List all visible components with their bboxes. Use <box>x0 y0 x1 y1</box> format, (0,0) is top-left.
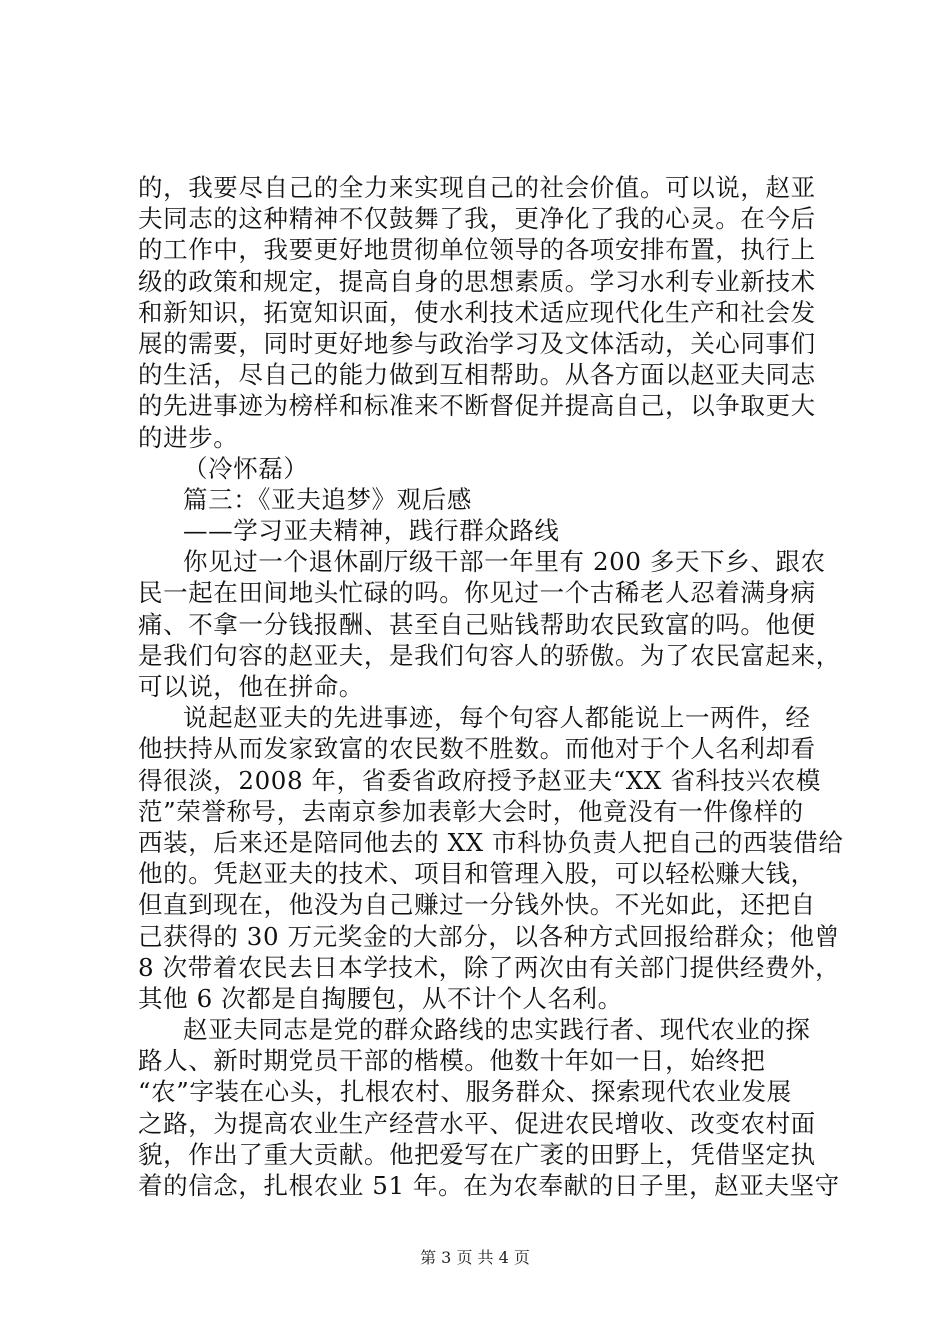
text-line: 他扶持从而发家致富的农民数不胜数。而他对于个人名利却看 <box>138 734 816 764</box>
section-heading: 篇三：《亚夫追梦》观后感 <box>183 484 472 514</box>
text-line: 但直到现在，他没为自己赚过一分钱外快。不光如此，还把自 <box>138 890 816 920</box>
text-line: 夫同志的这种精神不仅鼓舞了我，更净化了我的心灵。在今后 <box>138 204 816 234</box>
text-line: 你见过一个退休副厅级干部一年里有 200 多天下乡、跟农 <box>183 547 826 577</box>
text-line: 的生活，尽自己的能力做到互相帮助。从各方面以赵亚夫同志 <box>138 360 816 390</box>
section-subtitle: ——学习亚夫精神，践行群众路线 <box>183 516 560 546</box>
text-line: 之路，为提高农业生产经营水平、促进农民增收、改变农村面 <box>138 1108 816 1138</box>
text-line: 貌，作出了重大贡献。他把爱写在广袤的田野上，凭借坚定执 <box>138 1139 816 1169</box>
text-line: 8 次带着农民去日本学技术，除了两次由有关部门提供经费外， <box>138 952 841 982</box>
text-line: 的工作中，我要更好地贯彻单位领导的各项安排布置，执行上 <box>138 235 816 265</box>
text-line: 范”荣誉称号，去南京参加表彰大会时，他竟没有一件像样的 <box>138 796 804 826</box>
text-line: 和新知识，拓宽知识面，使水利技术适应现代化生产和社会发 <box>138 297 816 327</box>
text-line: 的进步。 <box>138 422 239 452</box>
text-line: 路人、新时期党员干部的楷模。他数十年如一日，始终把 <box>138 1046 766 1076</box>
text-line: 的，我要尽自己的全力来实现自己的社会价值。可以说，赵亚 <box>138 173 816 202</box>
text-line: 痛、不拿一分钱报酬、甚至自己贴钱帮助农民致富的吗。他便 <box>138 609 816 639</box>
author-attribution: （冷怀磊） <box>183 453 309 483</box>
text-line: 己获得的 30 万元奖金的大部分，以各种方式回报给群众；他曾 <box>138 921 840 951</box>
text-line: 是我们句容的赵亚夫，是我们句容人的骄傲。为了农民富起来， <box>138 640 841 670</box>
text-line: 西装，后来还是陪同他去的 XX 市科协负责人把自己的西装借给 <box>138 827 844 857</box>
text-line: 级的政策和规定，提高自身的思想素质。学习水利专业新技术 <box>138 266 816 296</box>
text-line: 其他 6 次都是自掏腰包，从不计个人名利。 <box>138 983 623 1013</box>
text-line: 赵亚夫同志是党的群众路线的忠实践行者、现代农业的探 <box>183 1015 811 1045</box>
text-line: 着的信念，扎根农业 51 年。在为农奉献的日子里，赵亚夫坚守 <box>138 1171 840 1200</box>
text-line: “农”字装在心头，扎根农村、服务群众、探索现代农业发展 <box>138 1077 792 1107</box>
text-line: 的先进事迹为榜样和标准来不断督促并提高自己，以争取更大 <box>138 391 816 421</box>
text-line: 展的需要，同时更好地参与政治学习及文体活动，关心同事们 <box>138 328 816 358</box>
text-line: 他的。凭赵亚夫的技术、项目和管理入股，可以轻松赚大钱， <box>138 859 816 889</box>
page-footer: 第 3 页 共 4 页 <box>420 1248 530 1267</box>
text-line: 说起赵亚夫的先进事迹，每个句容人都能说上一两件，经 <box>183 703 811 733</box>
text-line: 民一起在田间地头忙碌的吗。你见过一个古稀老人忍着满身病 <box>138 578 816 608</box>
text-line: 得很淡，2008 年，省委省政府授予赵亚夫“XX 省科技兴农模 <box>138 765 821 795</box>
text-line: 可以说，他在拼命。 <box>138 672 364 701</box>
document-body <box>138 172 844 1201</box>
